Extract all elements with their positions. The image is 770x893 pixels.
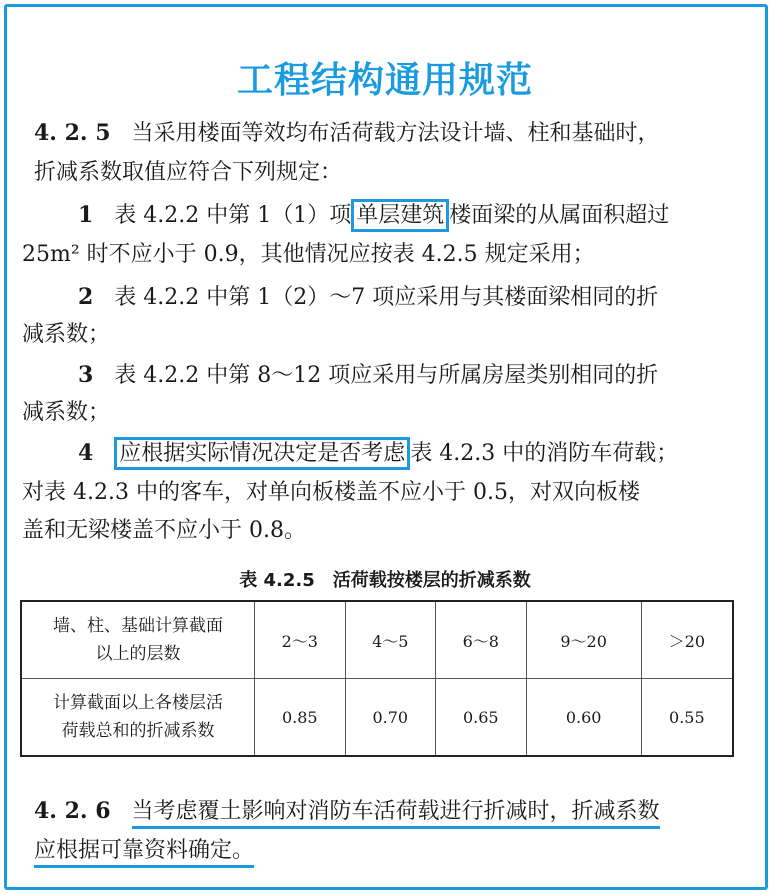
floor-cell: 2～3: [255, 601, 346, 679]
item1-after: 楼面梁的从属面积超过: [449, 203, 670, 228]
clause-425-text1: 当采用楼面等效均布活荷载方法设计墙、柱和基础时，: [131, 121, 660, 146]
table-row-floors: [21, 601, 733, 679]
page-title: 工程结构通用规范: [236, 60, 533, 101]
item2-text: 表 4.2.2 中第 1（2）～7 项应采用与其楼面梁相同的折: [114, 285, 659, 310]
clause-425-line2: 折减系数取值应符合下列规定：: [34, 160, 343, 185]
item1-num: 1: [78, 202, 94, 228]
item1-line2: 25m² 时不应小于 0.9，其他情况应按表 4.2.5 规定采用；: [22, 242, 595, 267]
row1-header: [21, 601, 255, 679]
item1-before: 表 4.2.2 中第 1（1）项: [114, 203, 352, 228]
clause-426-text2: 应根据可靠资料确定。: [34, 838, 254, 868]
floor-cell: 4～5: [345, 601, 436, 679]
floor-cell: 9～20: [526, 601, 641, 679]
item4-line2: 对表 4.2.3 中的客车，对单向板楼盖不应小于 0.5，对双向板楼: [22, 480, 640, 505]
factor-cell: 0.60: [526, 679, 641, 757]
table-caption: 表 4.2.5 活荷载按楼层的折减系数: [239, 570, 531, 591]
clause-425-line1: [34, 118, 660, 149]
item1-line1: [78, 200, 669, 231]
row1-header-b: 以上的层数: [95, 644, 181, 664]
factor-cell: 0.65: [436, 679, 527, 757]
item4-num: 4: [78, 440, 94, 466]
factor-cell: 0.55: [641, 679, 733, 757]
clause-426-text1: 当考虑覆土影响对消防车活荷载进行折减时，折减系数: [132, 799, 660, 829]
item2-line2: 减系数；: [22, 322, 111, 347]
item4-after: 表 4.2.3 中的消防车荷载；: [410, 441, 679, 466]
clause-426-line1: [34, 796, 660, 827]
row2-header: [21, 679, 255, 757]
item4-highlight: 应根据实际情况决定是否考虑: [114, 437, 410, 470]
item3-line1: [78, 360, 658, 391]
clause-425-number: 4. 2. 5: [34, 120, 111, 146]
item3-text: 表 4.2.2 中第 8～12 项应采用与所属房屋类别相同的折: [114, 363, 659, 388]
row2-header-a: 计算截面以上各楼层活: [53, 693, 223, 713]
item1-highlight: 单层建筑: [351, 199, 449, 232]
row2-header-b: 荷载总和的折减系数: [61, 721, 215, 741]
factor-cell: 0.85: [255, 679, 346, 757]
reduction-factor-table: [20, 600, 734, 757]
clause-426-line2: [34, 836, 254, 866]
factor-cell: 0.70: [345, 679, 436, 757]
item3-line2: 减系数；: [22, 400, 111, 425]
floor-cell: ＞20: [641, 601, 733, 679]
clause-426-number: 4. 2. 6: [34, 798, 111, 824]
item3-num: 3: [78, 362, 94, 388]
item2-line1: [78, 282, 658, 313]
row1-header-a: 墙、柱、基础计算截面: [53, 616, 223, 636]
item4-line1: [78, 438, 678, 469]
floor-cell: 6～8: [436, 601, 527, 679]
item2-num: 2: [78, 284, 94, 310]
item4-line3: 盖和无梁楼盖不应小于 0.8。: [22, 518, 306, 543]
table-row-factors: [21, 679, 733, 757]
